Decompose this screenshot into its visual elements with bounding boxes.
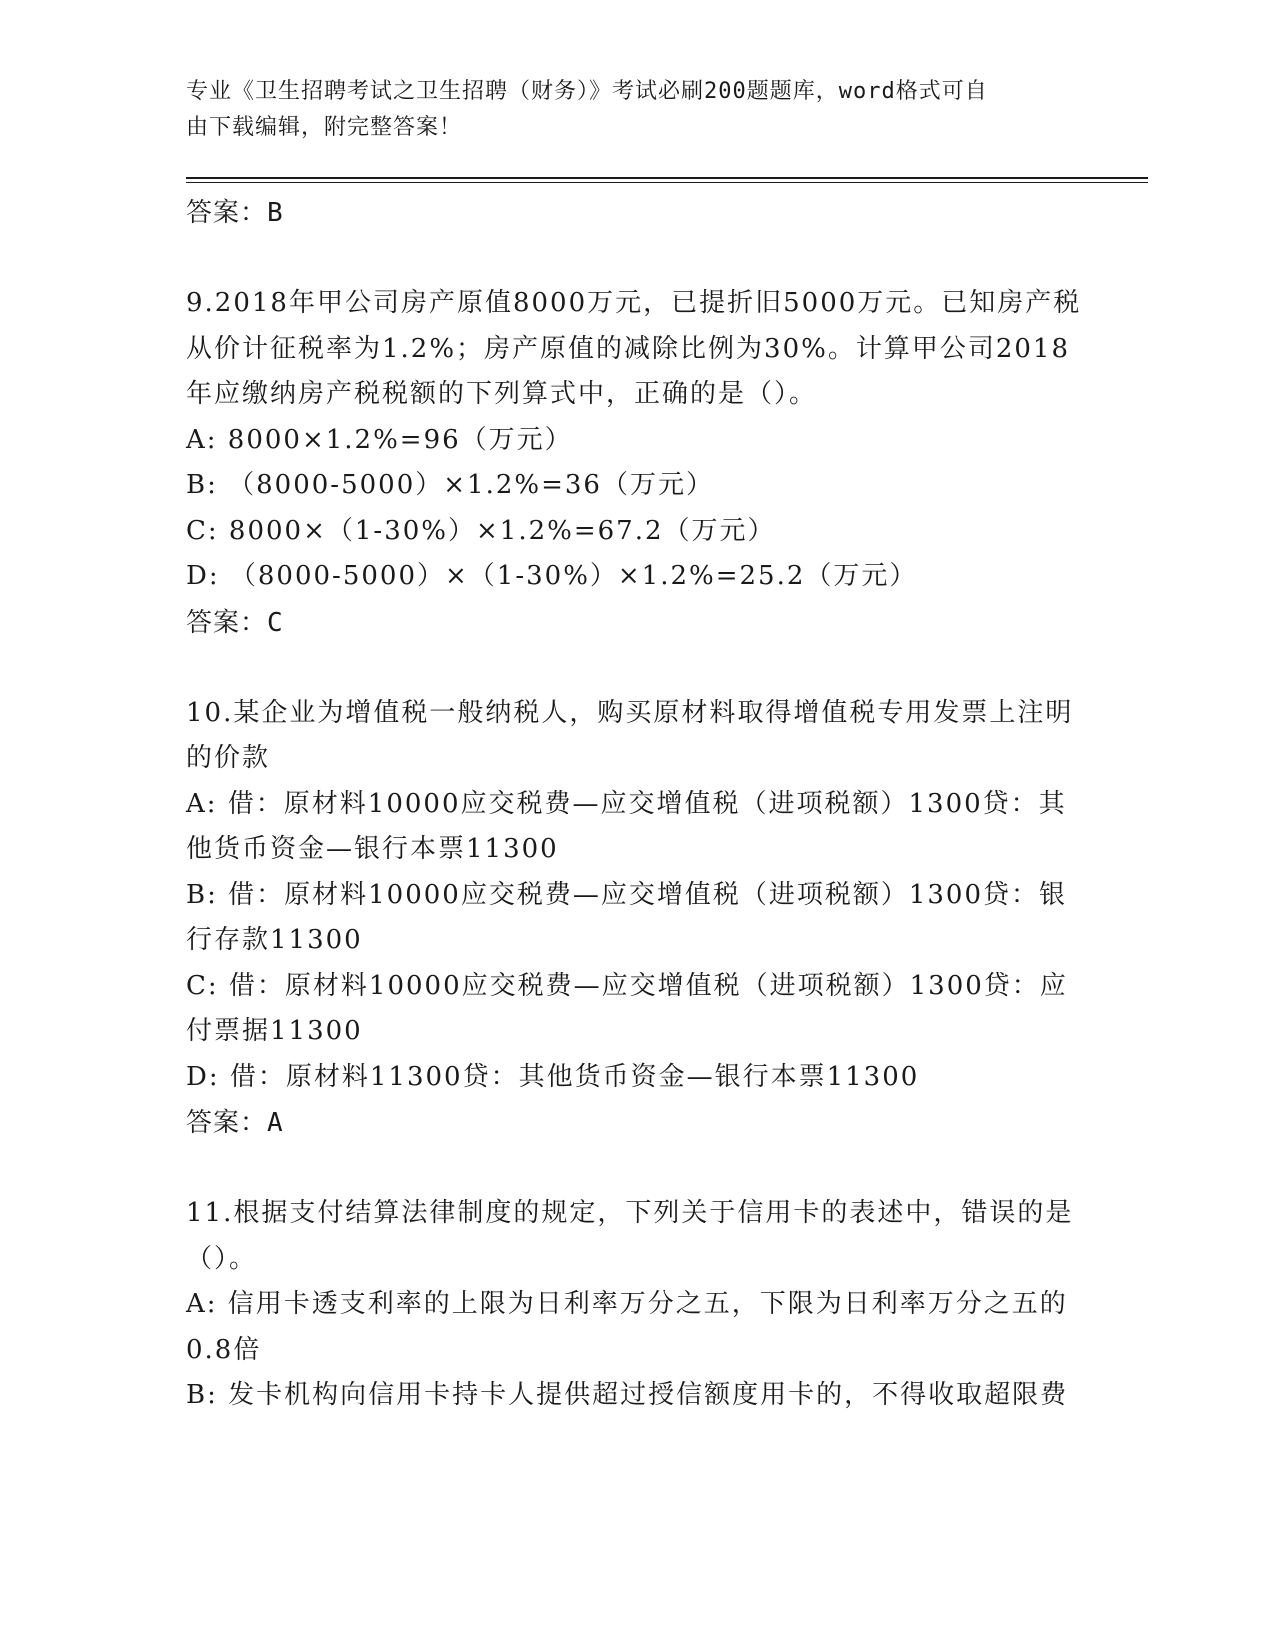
question-11 [186, 1191, 1086, 1419]
option-b: B: 发卡机构向信用卡持卡人提供超过授信额度用卡的，不得收取超限费 [186, 1380, 1069, 1410]
option-a: A: 信用卡透支利率的上限为日利率万分之五，下限为日利率万分之五的0.8倍 [186, 1289, 1068, 1365]
option-a: A: 8000×1.2%=96（万元） [186, 424, 573, 455]
question-stem: 11.根据支付结算法律制度的规定，下列关于信用卡的表述中，错误的是（）。 [186, 1198, 1074, 1274]
answer: 答案：C [186, 607, 284, 638]
option-d: D: 借：原材料11300贷：其他货币资金—银行本票11300 [186, 1061, 920, 1092]
option-c: C: 8000×（1-30%）×1.2%=67.2（万元） [186, 515, 776, 546]
header-line-2: 由下载编辑，附完整答案！ [186, 115, 463, 140]
header-line-1: 专业《卫生招聘考试之卫生招聘（财务）》考试必刷200题题库，word格式可自 [186, 79, 988, 104]
answer-previous: 答案：B [186, 198, 284, 228]
document-header [186, 74, 1086, 146]
option-c: C: 借：原材料10000应交税费—应交增值税（进项税额）1300贷：应付票据11300 [186, 970, 1068, 1046]
option-b: B: （8000-5000）×1.2%=36（万元） [186, 470, 714, 500]
option-a: A: 借：原材料10000应交税费—应交增值税（进项税额）1300贷：其他货币资金—银行本票11300 [186, 788, 1067, 864]
question-10 [186, 691, 1086, 1147]
question-9 [186, 281, 1086, 646]
header-divider-thick [186, 177, 1148, 179]
question-stem: 9.2018年甲公司房产原值8000万元，已提折旧5000万元。已知房产税从价计征税率为1.2%；房产原值的减除比例为30%。计算甲公司2018年应缴纳房产税税额的下列算式中，正确的是（）。 [186, 288, 1082, 409]
question-stem: 10.某企业为增值税一般纳税人，购买原材料取得增值税专用发票上注明的价款 [186, 697, 1074, 773]
header-divider-thin [186, 182, 1148, 183]
option-d: D: （8000-5000）×（1-30%）×1.2%=25.2（万元） [186, 561, 918, 591]
option-b: B: 借：原材料10000应交税费—应交增值税（进项税额）1300贷：银行存款11300 [186, 879, 1068, 955]
question-list [186, 190, 1086, 1419]
answer: 答案：A [186, 1108, 284, 1138]
